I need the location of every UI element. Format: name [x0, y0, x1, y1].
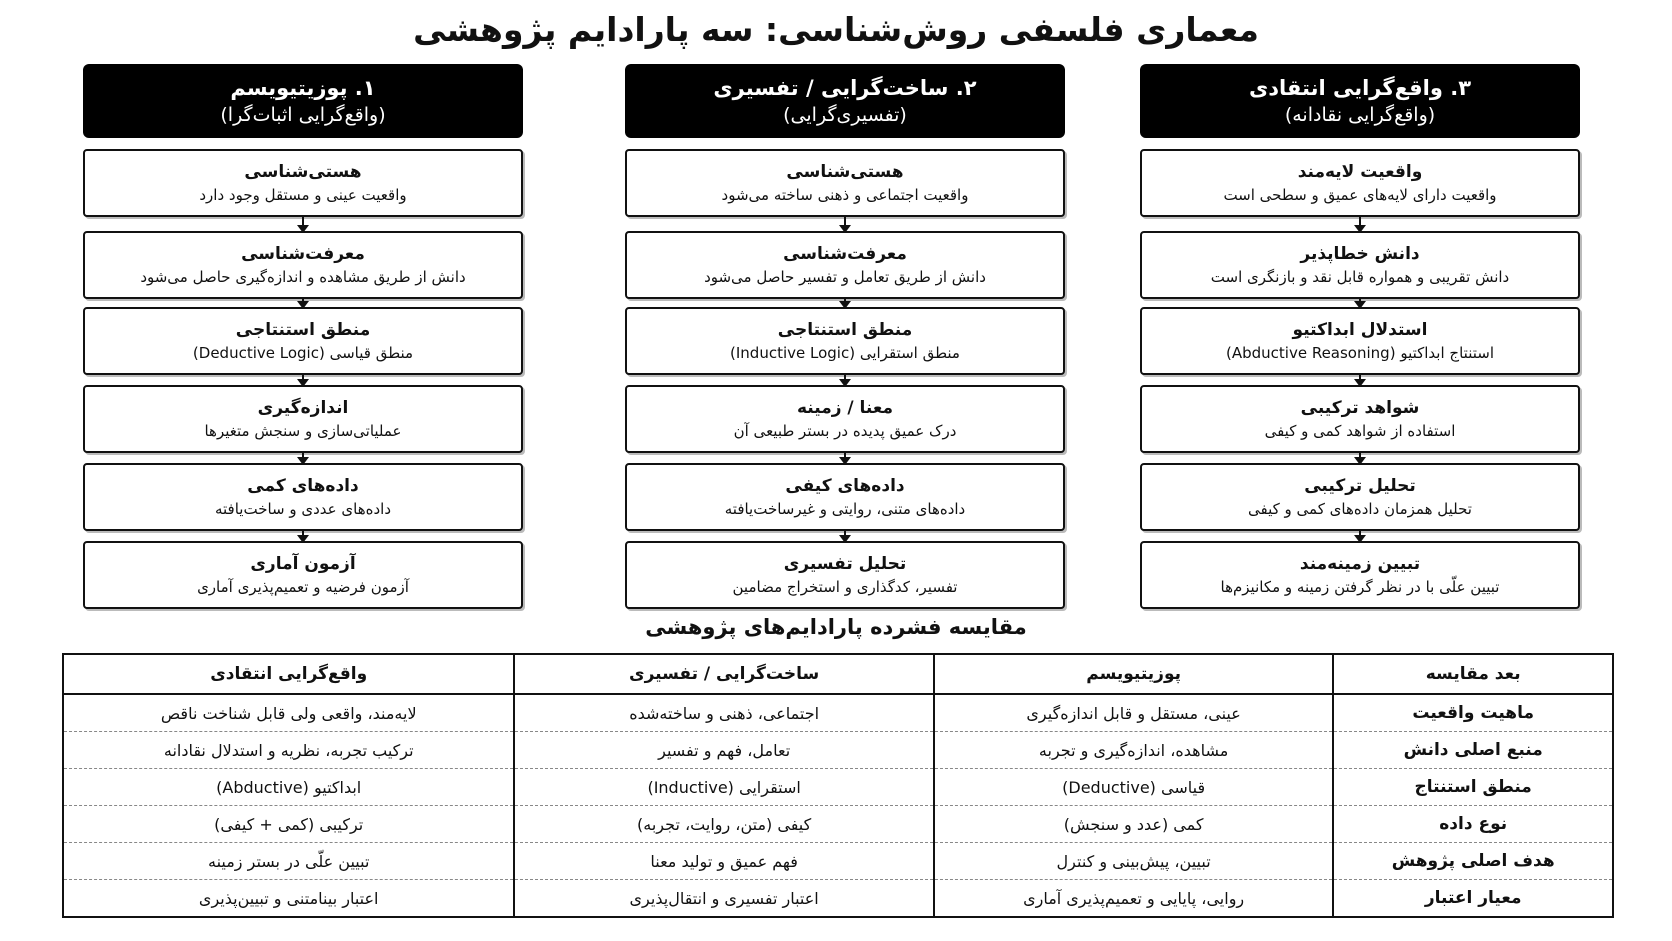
step-title: معرفت‌شناسی — [241, 244, 365, 264]
down-arrow-icon — [1359, 531, 1361, 541]
step-box — [1140, 149, 1580, 217]
step-desc: داده‌های عددی و ساخت‌یافته — [214, 500, 392, 518]
table-cell: فهم عمیق و تولید معنا — [514, 843, 933, 880]
step-title: داده‌های کمی — [247, 476, 359, 496]
down-arrow-icon — [1359, 375, 1361, 385]
step-desc: واقعیت اجتماعی و ذهنی ساخته می‌شود — [721, 186, 969, 204]
table-header-cell: ساخت‌گرایی / تفسیری — [514, 654, 933, 694]
step-title: هستی‌شناسی — [244, 162, 362, 182]
column-header — [625, 64, 1065, 138]
down-arrow-icon — [302, 375, 304, 385]
table-header-cell: پوزیتیویسم — [934, 654, 1333, 694]
step-title: معنا / زمینه — [797, 398, 893, 418]
step-box — [83, 149, 523, 217]
table-cell: کمی (عدد و سنجش) — [934, 806, 1333, 843]
column-header-subtitle: (واقع‌گرایی اثبات‌گرا) — [220, 104, 386, 126]
step-title: آزمون آماری — [250, 554, 356, 574]
comparison-table — [62, 653, 1614, 918]
table-cell-dimension: نوع داده — [1333, 806, 1613, 843]
table-cell: اعتبار بینامتنی و تبیین‌پذیری — [63, 880, 514, 918]
step-title: معرفت‌شناسی — [783, 244, 907, 264]
step-title: اندازه‌گیری — [257, 398, 349, 418]
page-title: معماری فلسفی روش‌شناسی: سه پارادایم پژوهشی — [413, 10, 1259, 49]
paradigm-column-positivism — [1140, 64, 1580, 596]
step-desc: دانش از طریق تعامل و تفسیر حاصل می‌شود — [704, 268, 986, 286]
step-title: شواهد ترکیبی — [1300, 398, 1420, 418]
step-desc: واقعیت دارای لایه‌های عمیق و سطحی است — [1223, 186, 1497, 204]
step-title: واقعیت لایه‌مند — [1297, 162, 1423, 182]
column-header-title: ۳. واقع‌گرایی انتقادی — [1248, 76, 1472, 100]
table-cell: ترکیب تجربه، نظریه و استدلال نقادانه — [63, 732, 514, 769]
table-cell: لایه‌مند، واقعی ولی قابل شناخت ناقص — [63, 694, 514, 732]
step-box — [1140, 307, 1580, 375]
step-title: تبیین زمینه‌مند — [1299, 554, 1421, 574]
step-box — [83, 385, 523, 453]
column-header-title: ۲. ساخت‌گرایی / تفسیری — [713, 76, 977, 100]
column-header-subtitle: (واقع‌گرایی نقادانه) — [1284, 104, 1436, 126]
step-box — [83, 541, 523, 609]
step-desc: منطق استقرایی (Inductive Logic) — [730, 344, 960, 362]
table-cell: استقرایی (Inductive) — [514, 769, 933, 806]
down-arrow-icon — [844, 217, 846, 231]
step-title: منطق استنتاجی — [235, 320, 371, 340]
step-box — [1140, 385, 1580, 453]
paradigm-column-critical-realism — [83, 64, 523, 596]
step-box — [1140, 463, 1580, 531]
step-desc: استفاده از شواهد کمی و کیفی — [1264, 422, 1456, 440]
step-desc: دانش از طریق مشاهده و اندازه‌گیری حاصل می‌شود — [140, 268, 466, 286]
table-cell: روایی، پایایی و تعمیم‌پذیری آماری — [934, 880, 1333, 918]
down-arrow-icon — [302, 531, 304, 541]
down-arrow-icon — [1359, 453, 1361, 463]
table-header-cell: واقع‌گرایی انتقادی — [63, 654, 514, 694]
down-arrow-icon — [302, 453, 304, 463]
table-row — [63, 694, 1613, 732]
step-box — [625, 541, 1065, 609]
step-desc: عملیاتی‌سازی و سنجش متغیرها — [204, 422, 402, 440]
step-title: تحلیل تفسیری — [783, 554, 907, 574]
step-title: منطق استنتاجی — [777, 320, 913, 340]
step-box — [83, 307, 523, 375]
table-cell: اعتبار تفسیری و انتقال‌پذیری — [514, 880, 933, 918]
down-arrow-icon — [844, 453, 846, 463]
step-desc: تحلیل همزمان داده‌های کمی و کیفی — [1248, 500, 1472, 518]
step-title: هستی‌شناسی — [786, 162, 904, 182]
comparison-table-title: مقایسه فشرده پارادایم‌های پژوهشی — [645, 615, 1027, 639]
step-box — [625, 231, 1065, 299]
table-row — [63, 880, 1613, 918]
table-cell: تبیین علّی در بستر زمینه — [63, 843, 514, 880]
down-arrow-icon — [844, 531, 846, 541]
table-cell: ابداکتیو (Abductive) — [63, 769, 514, 806]
table-cell-dimension: معیار اعتبار — [1333, 880, 1613, 918]
step-desc: دانش تقریبی و همواره قابل نقد و بازنگری است — [1210, 268, 1510, 286]
table-header-row — [63, 654, 1613, 694]
step-desc: آزمون فرضیه و تعمیم‌پذیری آماری — [197, 578, 409, 596]
step-box — [625, 385, 1065, 453]
step-title: داده‌های کیفی — [785, 476, 905, 496]
table-cell-dimension: هدف اصلی پژوهش — [1333, 843, 1613, 880]
table-cell: قیاسی (Deductive) — [934, 769, 1333, 806]
table-cell-dimension: ماهیت واقعیت — [1333, 694, 1613, 732]
table-cell: اجتماعی، ذهنی و ساخته‌شده — [514, 694, 933, 732]
down-arrow-icon — [844, 375, 846, 385]
step-desc: درک عمیق پدیده در بستر طبیعی آن — [733, 422, 957, 440]
column-header-title: ۱. پوزیتیویسم — [230, 76, 376, 100]
step-box — [1140, 231, 1580, 299]
step-desc: تفسیر، کدگذاری و استخراج مضامین — [732, 578, 958, 596]
step-desc: داده‌های متنی، روایتی و غیرساخت‌یافته — [724, 500, 966, 518]
column-header — [83, 64, 523, 138]
table-row — [63, 843, 1613, 880]
table-cell-dimension: منطق استنتاج — [1333, 769, 1613, 806]
table-cell: تعامل، فهم و تفسیر — [514, 732, 933, 769]
table-cell: مشاهده، اندازه‌گیری و تجربه — [934, 732, 1333, 769]
step-desc: واقعیت عینی و مستقل وجود دارد — [199, 186, 407, 204]
step-box — [625, 463, 1065, 531]
step-box — [1140, 541, 1580, 609]
step-box — [83, 463, 523, 531]
paradigm-column-constructivism — [625, 64, 1065, 596]
step-box — [625, 307, 1065, 375]
table-cell: کیفی (متن، روایت، تجربه) — [514, 806, 933, 843]
table-cell: تبیین، پیش‌بینی و کنترل — [934, 843, 1333, 880]
down-arrow-icon — [302, 217, 304, 231]
down-arrow-icon — [1359, 299, 1361, 307]
down-arrow-icon — [1359, 217, 1361, 231]
step-desc: تبیین علّی با در نظر گرفتن زمینه و مکانیزم‌ها — [1220, 578, 1500, 596]
step-title: تحلیل ترکیبی — [1304, 476, 1416, 496]
table-cell-dimension: منبع اصلی دانش — [1333, 732, 1613, 769]
table-row — [63, 732, 1613, 769]
down-arrow-icon — [844, 299, 846, 307]
table-row — [63, 806, 1613, 843]
table-cell: ترکیبی (کمی + کیفی) — [63, 806, 514, 843]
table-cell: عینی، مستقل و قابل اندازه‌گیری — [934, 694, 1333, 732]
step-desc: استنتاج ابداکتیو (Abductive Reasoning) — [1225, 344, 1494, 362]
step-desc: منطق قیاسی (Deductive Logic) — [192, 344, 414, 362]
step-box — [625, 149, 1065, 217]
table-header-cell: بعد مقایسه — [1333, 654, 1613, 694]
step-title: دانش خطاپذیر — [1300, 244, 1420, 264]
column-header-subtitle: (تفسیری‌گرایی) — [783, 104, 907, 126]
step-box — [83, 231, 523, 299]
column-header — [1140, 64, 1580, 138]
table-row — [63, 769, 1613, 806]
step-title: استدلال ابداکتیو — [1292, 320, 1428, 340]
down-arrow-icon — [302, 299, 304, 307]
